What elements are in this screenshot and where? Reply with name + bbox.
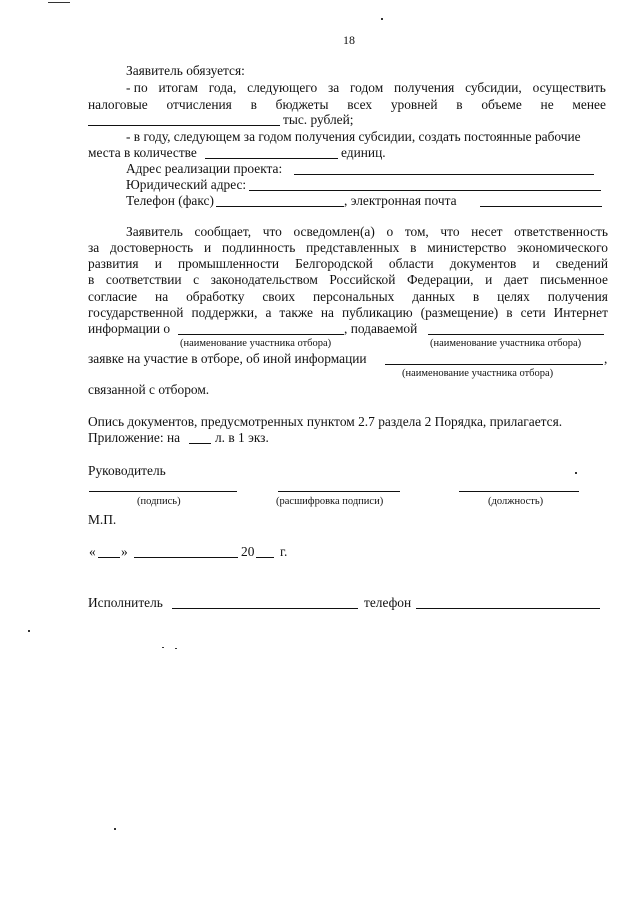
word: Интернет <box>553 305 608 320</box>
participant-hint-3: (наименование участника отбора) <box>402 368 554 379</box>
word: за <box>88 240 100 255</box>
scan-speck <box>575 472 577 474</box>
word: дает <box>503 272 529 287</box>
word: - по <box>126 80 148 95</box>
signature-hint: (подпись) <box>137 496 181 507</box>
executor-field[interactable] <box>172 608 358 609</box>
word: и <box>154 256 162 271</box>
word: развития <box>88 256 139 271</box>
email-field[interactable] <box>480 206 602 207</box>
word: года, <box>208 80 237 95</box>
legal-address-label: Юридический адрес: <box>126 177 247 192</box>
scan-speck <box>48 2 70 3</box>
consent-line-4 <box>88 272 608 288</box>
related-text: связанной с отбором. <box>88 382 210 397</box>
attachment-suffix: л. в 1 экз. <box>215 430 269 445</box>
word: соответствии <box>105 272 182 287</box>
scan-speck <box>381 18 383 20</box>
word: объеме <box>481 97 522 112</box>
word: законодательством <box>210 272 318 287</box>
other-info-field[interactable] <box>385 364 603 365</box>
executor-label: Исполнитель <box>88 595 163 610</box>
info-about-label: информации о <box>88 321 171 336</box>
word: не <box>540 97 554 112</box>
legal-address-field[interactable] <box>249 190 601 191</box>
word: достоверность <box>110 240 194 255</box>
consent-line-3 <box>88 256 608 272</box>
position-hint: (должность) <box>488 496 544 507</box>
date-open-quote: « <box>89 544 96 559</box>
word: сведений <box>555 256 608 271</box>
consent-line-6 <box>88 305 608 321</box>
word: данных <box>412 289 455 304</box>
submitted-label: , подаваемой <box>344 321 418 336</box>
word: министерство <box>427 240 507 255</box>
word: Заявитель <box>126 224 183 239</box>
obligations-heading: Заявитель обязуется: <box>126 63 245 78</box>
date-year-prefix: 20 <box>241 544 255 559</box>
word: менее <box>572 97 606 112</box>
position-field[interactable] <box>459 491 579 492</box>
attachment-pages-field[interactable] <box>189 443 211 444</box>
signature-decode-hint: (расшифровка подписи) <box>276 496 384 507</box>
word: письменное <box>539 272 608 287</box>
project-address-field[interactable] <box>294 174 594 175</box>
date-close-quote: » <box>121 544 128 559</box>
email-label: , электронная почта <box>344 193 457 208</box>
scan-speck <box>162 647 164 648</box>
project-address-label: Адрес реализации проекта: <box>126 161 283 176</box>
word: несет <box>471 224 503 239</box>
word: за <box>327 80 340 95</box>
tax-obligation-line-2 <box>88 97 606 113</box>
consent-line-5 <box>88 289 608 305</box>
scan-speck <box>114 828 116 830</box>
word: Российской <box>329 272 396 287</box>
word: с <box>193 272 200 287</box>
word: бюджеты <box>275 97 329 112</box>
word: на <box>320 305 335 320</box>
scan-speck <box>175 648 177 649</box>
word: в <box>472 289 480 304</box>
signature-field[interactable] <box>89 491 237 492</box>
word: о <box>386 224 394 239</box>
word: всех <box>347 97 373 112</box>
phone-field[interactable] <box>216 206 344 207</box>
word: представленных <box>306 240 400 255</box>
word: и <box>203 240 212 255</box>
jobs-count-blank <box>205 158 338 159</box>
other-info-comma: , <box>604 351 608 366</box>
date-year-field[interactable] <box>256 557 274 558</box>
word: документов <box>449 256 517 271</box>
word: промышленности <box>178 256 280 271</box>
tax-units: тыс. рублей; <box>283 112 354 127</box>
word: уровней <box>390 97 438 112</box>
signature-decode-field[interactable] <box>278 491 400 492</box>
scan-speck <box>28 630 30 632</box>
word: осуществить <box>532 80 606 95</box>
word: экономического <box>517 240 608 255</box>
word: что <box>262 224 282 239</box>
word: и <box>532 256 540 271</box>
date-day-field[interactable] <box>98 557 120 558</box>
word: персональных <box>312 289 395 304</box>
application-text: заявке на участие в отборе, об иной информации <box>88 351 367 366</box>
word: области <box>388 256 434 271</box>
word: согласие <box>88 289 138 304</box>
jobs-obligation-line-2-prefix: места в количестве <box>88 145 197 160</box>
word: сообщает, <box>194 224 252 239</box>
word: том, <box>404 224 429 239</box>
word: Федерации, <box>406 272 474 287</box>
tax-obligation-line-1 <box>126 80 606 96</box>
word: в <box>410 240 417 255</box>
word: субсидии, <box>465 80 522 95</box>
participant-name-field-1[interactable] <box>178 334 344 335</box>
executor-phone-field[interactable] <box>416 608 600 609</box>
word: в <box>250 97 257 112</box>
word: годом <box>350 80 384 95</box>
word: осведомлен(а) <box>293 224 375 239</box>
word: следующего <box>247 80 318 95</box>
tax-amount-blank <box>88 125 280 126</box>
word: отчисления <box>166 97 232 112</box>
word: на <box>155 289 169 304</box>
word: налоговые <box>88 97 148 112</box>
word: а <box>265 305 272 320</box>
inventory-text: Опись документов, предусмотренных пунктом 2.7 раздела 2 Порядка, прилагается. <box>88 414 563 429</box>
word: сети <box>520 305 546 320</box>
participant-hint-1: (наименование участника отбора) <box>180 338 332 349</box>
jobs-obligation-line-1: - в году, следующем за годом получения субсидии, создать постоянные рабочие <box>126 129 581 144</box>
executor-phone-label: телефон <box>364 595 412 610</box>
word: в <box>506 305 513 320</box>
word: в <box>456 97 463 112</box>
attachment-prefix: Приложение: на <box>88 430 181 445</box>
word: ответственность <box>514 224 608 239</box>
word: итогам <box>158 80 198 95</box>
word: целях <box>497 289 530 304</box>
word: в <box>88 272 95 287</box>
head-label: Руководитель <box>88 463 166 478</box>
word: также <box>279 305 313 320</box>
participant-name-field-2[interactable] <box>428 334 604 335</box>
stamp-label: М.П. <box>88 512 117 527</box>
consent-line-1 <box>126 224 608 240</box>
word: публикацию <box>342 305 413 320</box>
jobs-units: единиц. <box>341 145 386 160</box>
word: подлинность <box>221 240 296 255</box>
date-month-field[interactable] <box>134 557 238 558</box>
word: поддержки, <box>191 305 258 320</box>
word: (размещение) <box>420 305 499 320</box>
participant-hint-2: (наименование участника отбора) <box>430 338 582 349</box>
word: государственной <box>88 305 184 320</box>
date-year-suffix: г. <box>280 544 288 559</box>
word: Белгородской <box>295 256 373 271</box>
word: и <box>485 272 493 287</box>
consent-line-2 <box>88 240 608 256</box>
page-number: 18 <box>343 33 355 47</box>
word: своих <box>262 289 296 304</box>
word: что <box>440 224 460 239</box>
word: обработку <box>186 289 245 304</box>
word: получения <box>394 80 455 95</box>
phone-label: Телефон (факс) <box>126 193 214 208</box>
word: получения <box>547 289 608 304</box>
